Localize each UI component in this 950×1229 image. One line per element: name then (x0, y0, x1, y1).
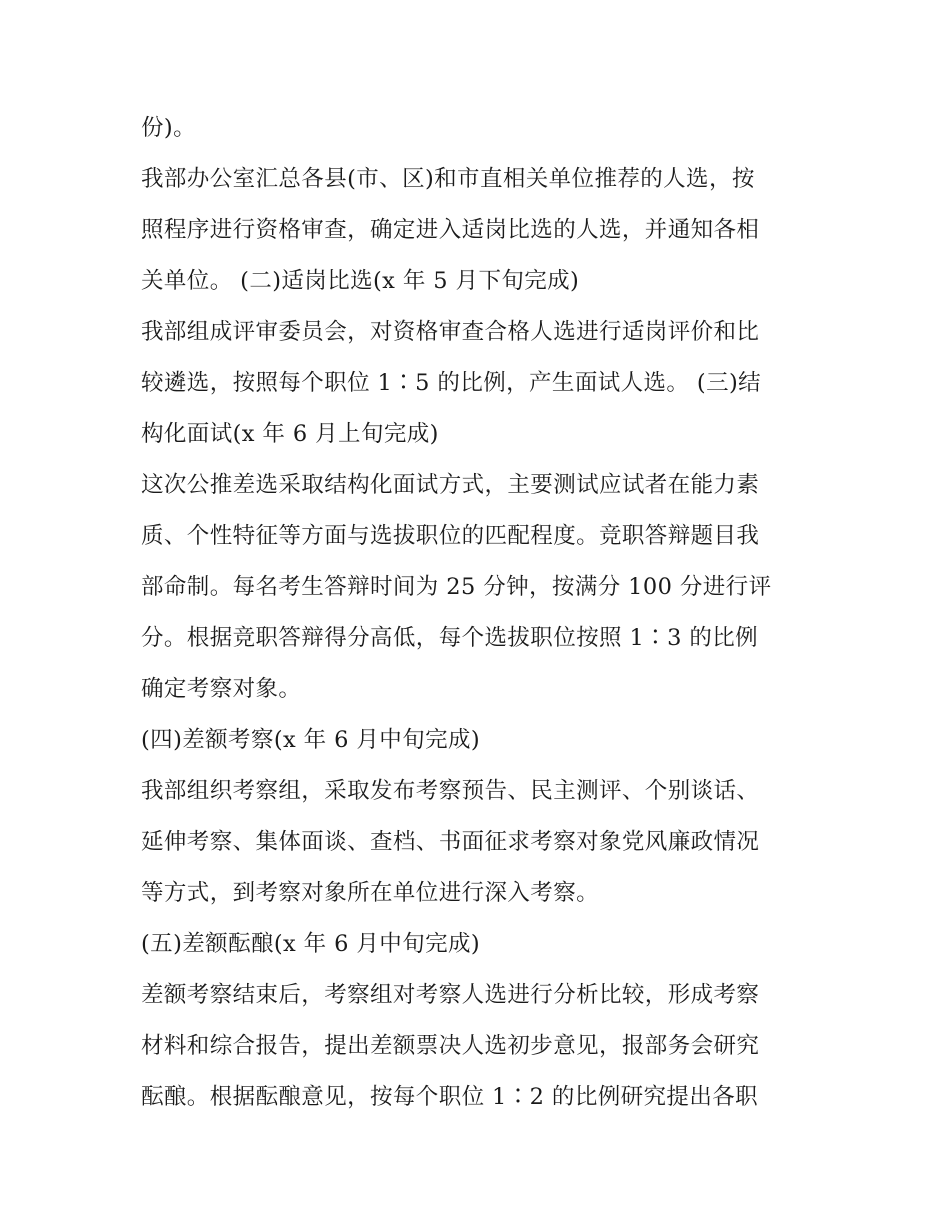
section-heading-line: (五)差额酝酿(x 年 6 月中旬完成) (141, 931, 481, 957)
text-line: 这次公推差选采取结构化面试方式，主要测试应试者在能力素 (141, 472, 760, 498)
text-line: 等方式，到考察对象所在单位进行深入考察。 (141, 880, 600, 906)
text-line: 部命制。每名考生答辩时间为 25 分钟，按满分 100 分进行评 (141, 574, 772, 600)
document-body (141, 103, 821, 1123)
text-line: 我部办公室汇总各县(市、区)和市直相关单位推荐的人选，按 (141, 166, 755, 192)
text-line: 我部组成评审委员会，对资格审查合格人选进行适岗评价和比 (141, 319, 760, 345)
section-heading-line: 较遴选，按照每个职位 1∶5 的比例，产生面试人选。 (三)结 (141, 370, 762, 396)
text-line: 质、个性特征等方面与选拔职位的匹配程度。竞职答辩题目我 (141, 523, 760, 549)
text-line: 材料和综合报告，提出差额票决人选初步意见，报部务会研究 (141, 1033, 760, 1059)
section-heading-line: 关单位。 (二)适岗比选(x 年 5 月下旬完成) (141, 268, 580, 294)
text-line: 确定考察对象。 (141, 676, 302, 702)
text-line: 份)。 (141, 115, 196, 141)
text-line: 分。根据竞职答辩得分高低，每个选拔职位按照 1∶3 的比例 (141, 625, 759, 651)
text-line: 差额考察结束后，考察组对考察人选进行分析比较，形成考察 (141, 982, 760, 1008)
text-line: 照程序进行资格审查，确定进入适岗比选的人选，并通知各相 (141, 217, 760, 243)
section-heading-line: 构化面试(x 年 6 月上旬完成) (141, 421, 439, 447)
text-line: 我部组织考察组，采取发布考察预告、民主测评、个别谈话、 (141, 778, 760, 804)
section-heading-line: (四)差额考察(x 年 6 月中旬完成) (141, 727, 481, 753)
text-line: 延伸考察、集体面谈、查档、书面征求考察对象党风廉政情况 (141, 829, 760, 855)
text-line: 酝酿。根据酝酿意见，按每个职位 1∶2 的比例研究提出各职 (141, 1084, 759, 1110)
